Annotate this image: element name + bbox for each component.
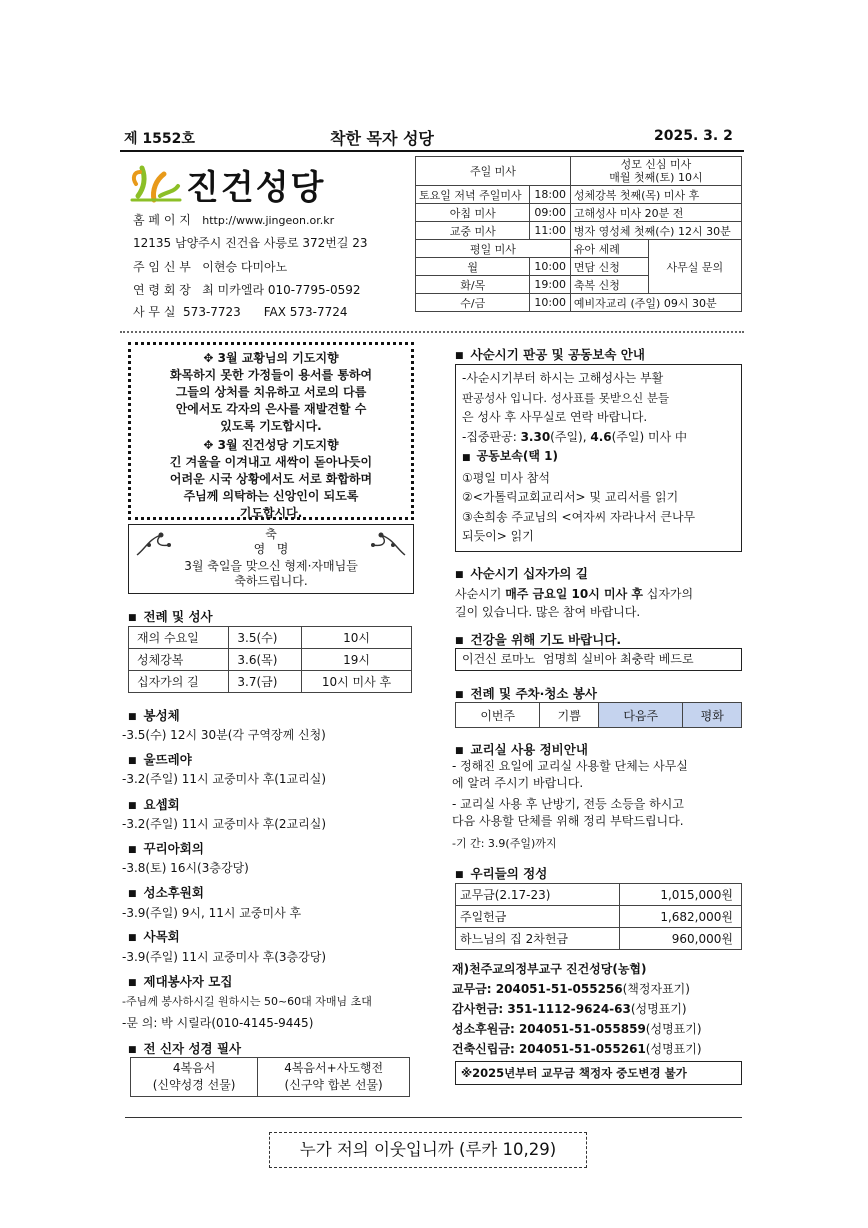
table-row (129, 649, 412, 671)
account-label: 감사헌금: (452, 1002, 508, 1016)
pope-intention-text: 3월 교황님의 기도지향 (217, 351, 339, 365)
liturgy-date: 3.7(금) (229, 671, 302, 693)
account-row (452, 1019, 702, 1039)
weekday-note: 축복 신청 (570, 276, 648, 294)
classroom-line: 에 알려 주시기 바랍니다. (452, 776, 584, 790)
event-line: -3.8(토) 16시(3층강당) (122, 861, 249, 875)
event-line: -3.2(주일) 11시 교중미사 후(1교리실) (122, 772, 327, 786)
offering-amount: 1,682,000원 (620, 906, 742, 928)
event-title: ■ 제대봉사자 모집 (128, 972, 232, 990)
duty-cell: 다음주 (598, 703, 682, 728)
pope-line: 안에서도 각자의 은사를 재발견할 수 (175, 402, 367, 416)
square-bullet-icon: ■ (462, 453, 471, 463)
confession-line: 판공성사 입니다. 성사표를 못받으신 분들 (462, 390, 670, 405)
liturgy-time: 19시 (302, 649, 412, 671)
event-line: -문 의: 박 시릴라(010-4145-9445) (122, 1016, 314, 1030)
period-date: 3.30 (520, 429, 551, 444)
account-note: (성명표기) (645, 1042, 702, 1056)
mass-note: 고해성사 미사 20분 전 (570, 204, 741, 222)
homepage-row (133, 211, 334, 228)
chair-value: 최 미카엘라 010-7795-0592 (202, 283, 361, 297)
confession-title: ■ 사순시기 판공 및 공동보속 안내 (455, 345, 645, 363)
feast-box (128, 524, 414, 594)
section-divider (120, 331, 744, 333)
classroom-line: -기 간: 3.9(주일)까지 (452, 837, 557, 850)
bulletin-date: 2025. 3. 2 (654, 128, 733, 144)
office-inquiry: 사무실 문의 (648, 240, 741, 294)
parish-line: 긴 겨울을 이겨내고 새싹이 돋아나듯이 (169, 455, 373, 469)
account-label: 교무금: (452, 982, 496, 996)
offering-amount: 1,015,000원 (620, 884, 742, 906)
weekday: 화/목 (416, 276, 530, 294)
pastor-label: 주 임 신 부 (133, 260, 191, 274)
header-rule (120, 150, 744, 152)
pope-line: 화목하지 못한 가정들이 용서를 통하여 (169, 368, 373, 382)
bible-option-gift: (신구약 합본 선물) (284, 1078, 383, 1092)
classroom-line: - 정해진 요일에 교리실 사용할 단체는 사무실 (452, 759, 688, 773)
footer-verse: 누가 저의 이웃입니까 (루카 10,29) (299, 1140, 557, 1159)
account-number: 204051-51-055859 (518, 1022, 646, 1036)
event-line: -3.2(주일) 11시 교중미사 후(2교리실) (122, 817, 327, 831)
liturgy-name: 십자가의 길 (129, 671, 229, 693)
office-fax: FAX 573-7724 (263, 305, 348, 319)
chair-label: 연 령 회 장 (133, 283, 191, 297)
event-title: ■ 울뜨레야 (128, 750, 192, 768)
pope-line: 그들의 상처를 치유하고 서로의 다름 (175, 385, 367, 399)
table-row (129, 627, 412, 649)
penance-item: ②<가톨릭교회교리서> 및 교리서를 읽기 (462, 490, 679, 504)
weekday-mass-header: 평일 미사 (416, 240, 571, 258)
footer-rule (125, 1117, 742, 1118)
duty-title: ■ 전례 및 주차·청소 봉사 (455, 684, 597, 702)
classroom-notice (452, 758, 688, 852)
account-row (452, 999, 702, 1019)
event-title: ■ 봉성체 (128, 706, 180, 724)
weekday-time: 19:00 (530, 276, 570, 294)
table-row (456, 906, 742, 928)
table-row (416, 186, 742, 204)
account-note: (성명표기) (630, 1002, 687, 1016)
confession-line: 은 성사 후 사무실로 연락 바랍니다. (462, 410, 648, 424)
table-row (416, 204, 742, 222)
bible-table (130, 1057, 410, 1097)
bible-option-nt (131, 1058, 258, 1097)
confession-line: -사순시기부터 하시는 고해성사는 부활 (462, 371, 664, 385)
event-line: -3.9(주일) 11시 교중미사 후(3층강당) (122, 950, 327, 964)
mass-name: 교중 미사 (416, 222, 530, 240)
mass-name: 토요일 저녁 주일미사 (416, 186, 530, 204)
homepage-label: 홈 페 이 지 (133, 213, 191, 227)
homepage-link[interactable]: http://www.jingeon.or.kr (202, 214, 335, 227)
health-names-box: 이건신 로마노 엄명희 실비아 최충락 베드로 (455, 648, 742, 671)
period-label: -집중판공: (462, 429, 521, 444)
holy-hour-header (570, 157, 741, 186)
classroom-line: 다음 사용할 단체를 위해 정리 부탁드립니다. (452, 814, 684, 828)
penance-item: ①평일 미사 참석 (462, 470, 550, 485)
offering-title: ■ 우리들의 정성 (455, 864, 547, 882)
account-row (452, 979, 702, 999)
stations-text: 사순시기 (455, 587, 506, 601)
floral-ornament-right-icon (367, 529, 407, 559)
floral-ornament-left-icon (135, 529, 175, 559)
confession-period (462, 428, 735, 448)
tithe-notice: ※2025년부터 교무금 책정자 중도변경 불가 (455, 1061, 742, 1085)
duty-table (455, 702, 742, 728)
feast-line: 축하드립니다. (234, 574, 308, 588)
penance-item: 되듯이> 읽기 (462, 529, 534, 543)
sunday-mass-header: 주일 미사 (416, 157, 571, 186)
table-row (416, 294, 742, 312)
weekday-note: 예비자교리 (주일) 09시 30분 (570, 294, 741, 312)
pastor-name: 이현승 다미아노 (202, 260, 288, 274)
period-date: 4.6 (590, 429, 612, 444)
weekday: 월 (416, 258, 530, 276)
parish-line: 어려운 시국 상황에서도 서로 화합하며 (169, 472, 373, 486)
penance-item: ③손희송 주교님의 <여자씨 자라나서 큰나무 (462, 509, 696, 524)
sprout-logo-icon (130, 160, 182, 204)
event-title: ■ 요셉회 (128, 795, 180, 813)
parish-intention-text: 3월 진건성당 기도지향 (217, 438, 339, 452)
bulletin-title: 착한 목자 성당 (330, 129, 434, 148)
stations-title: ■ 사순시기 십자가의 길 (455, 564, 588, 582)
liturgy-name: 재의 수요일 (129, 627, 229, 649)
account-note: (성명표기) (645, 1022, 702, 1036)
mass-name: 아침 미사 (416, 204, 530, 222)
issue-number: 제 1552호 (124, 131, 195, 147)
prayer-intentions-box (128, 342, 414, 520)
event-title: ■ 사목회 (128, 927, 180, 945)
mass-time: 11:00 (530, 222, 570, 240)
office-label: 사 무 실 (133, 305, 176, 319)
account-number: 204051-51-055261 (518, 1042, 646, 1056)
confession-box (455, 364, 742, 552)
pope-intention-title (131, 350, 411, 367)
event-line: -3.9(주일) 9시, 11시 교중미사 후 (122, 906, 302, 920)
duty-cell: 평화 (683, 703, 742, 728)
event-title: ■ 성소후원회 (128, 883, 204, 901)
church-logo (130, 160, 350, 208)
liturgy-date: 3.5(수) (229, 627, 302, 649)
table-row (416, 240, 742, 258)
mass-time: 18:00 (530, 186, 570, 204)
parish-line: 주님께 의탁하는 신앙인이 되도록 (183, 489, 359, 503)
church-address: 12135 남양주시 진건읍 사릉로 372번길 23 (133, 236, 368, 250)
account-label: 건축신립금: (452, 1042, 519, 1056)
liturgy-date: 3.6(목) (229, 649, 302, 671)
chair-row (133, 281, 361, 298)
office-row (133, 303, 348, 320)
liturgy-time: 10시 (302, 627, 412, 649)
table-row (456, 928, 742, 950)
stations-emphasis: 매주 금요일 10시 미사 후 (505, 587, 643, 601)
office-phone: 573-7723 (183, 305, 241, 319)
offering-name: 주일헌금 (456, 906, 620, 928)
holy-hour-title: 성모 신심 미사 (620, 158, 692, 171)
cross-icon: ✥ (203, 351, 218, 365)
event-line: -3.5(수) 12시 30분(각 구역장께 신청) (122, 728, 326, 742)
duty-cell: 기쁨 (540, 703, 599, 728)
liturgy-table (128, 626, 412, 693)
mass-schedule-table (415, 156, 742, 312)
holy-hour-sub: 매월 첫째(토) 10시 (609, 171, 703, 184)
feast-line: 축 (265, 527, 277, 541)
health-title: ■ 건강을 위해 기도 바랍니다. (455, 630, 621, 648)
infant-baptism: 유아 세례 (570, 240, 648, 258)
classroom-line: - 교리실 사용 후 난방기, 전등 소등을 하시고 (452, 797, 684, 811)
offering-name: 하느님의 집 2차헌금 (456, 928, 620, 950)
stations-text: 십자가의 (642, 587, 694, 601)
bible-option-full (258, 1058, 410, 1097)
account-number: 351-1112-9624-63 (507, 1002, 631, 1016)
account-list (452, 979, 702, 1059)
bible-option-title: 4복음서+사도행전 (284, 1061, 384, 1075)
bible-option-gift: (신약성경 선물) (152, 1078, 236, 1092)
feast-line: 3월 축일을 맞으신 형제·자매님들 (184, 559, 358, 573)
account-number: 204051-51-055256 (495, 982, 623, 996)
table-row (129, 671, 412, 693)
liturgy-title: ■ 전례 및 성사 (128, 607, 213, 625)
event-title: ■ 꾸리아회의 (128, 839, 204, 857)
event-line: -주님께 봉사하시길 원하시는 50~60대 자매님 초대 (122, 995, 372, 1008)
pastor-row (133, 258, 287, 275)
liturgy-name: 성체강복 (129, 649, 229, 671)
footer-verse-box (269, 1132, 587, 1168)
mass-note: 병자 영성체 첫째(수) 12시 30분 (570, 222, 741, 240)
feast-line: 영 명 (253, 542, 289, 556)
account-note: (책정자표기) (622, 982, 690, 996)
offering-amount: 960,000원 (620, 928, 742, 950)
pope-line: 있도록 기도합시다. (220, 419, 322, 433)
duty-cell: 이번주 (456, 703, 540, 728)
account-row (452, 1039, 702, 1059)
parish-intention-title (131, 437, 411, 454)
bank-name: 재)천주교의정부교구 진건성당(농협) (452, 962, 647, 976)
penance-title-text: 공동보속(택 1) (476, 449, 558, 463)
bible-option-title: 4복음서 (172, 1061, 216, 1075)
bible-title: ■ 전 신자 성경 필사 (128, 1039, 241, 1057)
period-text: (주일) 미사 中 (611, 429, 687, 444)
logo-text: 진건성당 (186, 168, 326, 208)
mass-note: 성체강복 첫째(목) 미사 후 (570, 186, 741, 204)
weekday-note: 면담 신청 (570, 258, 648, 276)
table-row (416, 222, 742, 240)
stations-line: 길이 있습니다. 많은 참여 바랍니다. (455, 605, 641, 619)
penance-title (462, 447, 735, 469)
cross-icon: ✥ (203, 438, 218, 452)
weekday-time: 10:00 (530, 294, 570, 312)
parish-line: 기도합시다. (239, 506, 303, 520)
liturgy-time: 10시 미사 후 (302, 671, 412, 693)
offering-name: 교무금(2.17-23) (456, 884, 620, 906)
mass-time: 09:00 (530, 204, 570, 222)
period-text: (주일), (550, 429, 591, 444)
stations-line (455, 585, 693, 602)
account-label: 성소후원금: (452, 1022, 519, 1036)
weekday: 수/금 (416, 294, 530, 312)
table-row (456, 884, 742, 906)
offering-table (455, 883, 742, 950)
classroom-title: ■ 교리실 사용 정비안내 (455, 740, 588, 758)
weekday-time: 10:00 (530, 258, 570, 276)
